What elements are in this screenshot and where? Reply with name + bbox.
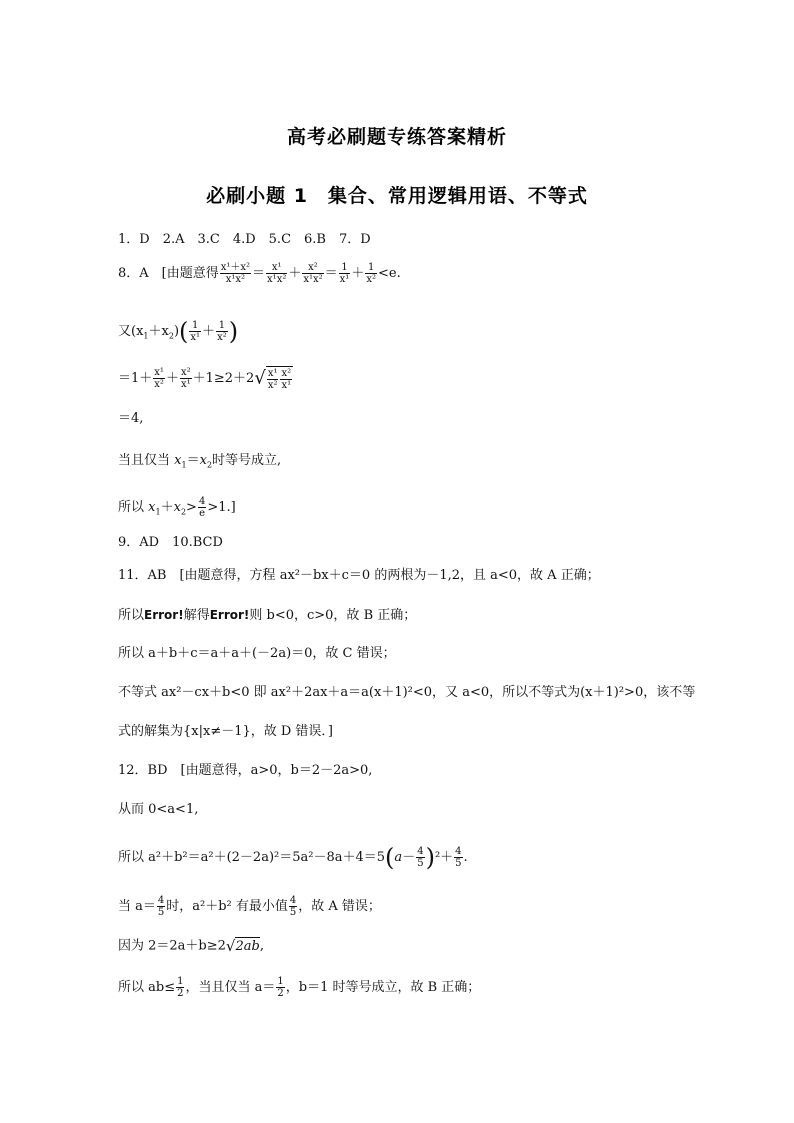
q12-l4-mid: 时，a²＋b² 有最小值 — [166, 899, 288, 914]
q12-line-2: 从而 0<a<1, — [118, 802, 199, 817]
fraction: $\frac{1}{\text{x²}}$ — [217, 320, 227, 343]
answers-1-7: 1．D 2.A 3.C 4.D 5.C 6.B 7．D — [118, 232, 371, 247]
q11-l2-a: 所以 — [118, 608, 145, 623]
q8-line-3: ＝1＋ $\frac{\text{x¹}}{\text{x²}}$ ＋ $\frac{\text{x²}}{\text{x¹}}$ ＋1≥2＋2√ $\frac{\text{x¹}}{\text{x²}}$ $\frac{\text{x²}}{\text{x¹}}$ — [118, 367, 292, 391]
q12-l6-mid: ，当且仅当 a＝ — [185, 980, 276, 995]
fraction: $\frac{1}{\text{x²}}$ — [366, 262, 376, 285]
q12-line-5 — [118, 937, 264, 955]
fraction: $\frac{1}{\text{x¹}}$ — [190, 320, 201, 343]
sqrt: √2ab — [225, 937, 260, 955]
q12-l6-lead: 所以 ab≤ — [118, 980, 176, 995]
document-title: 高考必刷题专练答案精析 — [286, 126, 507, 148]
section-title: 必刷小题 1 集合、常用逻辑用语、不等式 — [206, 185, 588, 207]
q11-l2-c: 则 b<0，c>0，故 B 正确； — [249, 608, 417, 623]
q12-l4-lead: 当 a＝ — [118, 899, 156, 914]
q8-line-4: ＝4, — [118, 411, 144, 426]
q8-line-5: 当且仅当 $x_1=x_2$时等号成立, — [118, 453, 282, 470]
q11-line-2 — [118, 607, 416, 624]
fraction: $\frac{\text{x¹}}{\text{x¹x²}}$ — [267, 262, 287, 285]
q12-line-6 — [118, 976, 480, 999]
q11-line-4: 不等式 ax²－cx＋b<0 即 ax²＋2ax＋a＝a(x＋1)²<0，又 a<0，所以不等式为(x＋1)²>0，该不等 — [118, 685, 696, 700]
fraction: $\frac{4}{5}$ — [417, 846, 424, 869]
q8-l1-tail: <e. — [378, 266, 401, 281]
q11-line-1: 11．AB [由题意得，方程 ax²－bx＋c＝0 的两根为－1,2，且 a<0，故 A 正确； — [118, 568, 600, 583]
fraction: $\frac{\text{x¹}}{\text{x²}}$ — [154, 367, 164, 390]
fraction: $\frac{4}{5}$ — [289, 895, 297, 918]
fraction: $\frac{\text{x¹＋x²}}{\text{x¹x²}}$ — [220, 262, 251, 285]
q12-l5-lead: 因为 2＝2a＋b≥2 — [118, 938, 226, 954]
q12-l4-tail: ，故 A 错误； — [298, 899, 381, 914]
q8-line-2: 又$(x_1+x_2)$( $\frac{1}{\text{x¹}}$ ＋ $\frac{1}{\text{x²}}$ ) — [118, 317, 239, 346]
q12-l5-tail: , — [259, 938, 264, 954]
fraction: $\frac{1}{2}$ — [177, 976, 184, 999]
fraction: $\frac{4}{5}$ — [455, 846, 462, 869]
fraction: $\frac{\text{x²}}{\text{x¹x²}}$ — [303, 262, 323, 285]
q12-l6-tail: ，b＝1 时等号成立，故 B 正确； — [285, 980, 481, 995]
q8-lead: 8．A [由题意得 — [118, 266, 219, 281]
q12-line-1: 12．BD [由题意得，a>0，b＝2－2a>0, — [118, 763, 373, 778]
q12-line-3: 所以 a²＋b²＝a²＋(2－2a)²＝5a²－8a＋4＝5(a－ $\frac{4}{5}$ )²＋ $\frac{4}{5}$ . — [118, 843, 468, 872]
q8-line-1: 8．A [由题意得 $\frac{\text{x¹＋x²}}{\text{x¹x²}}$ ＝ $\frac{\text{x¹}}{\text{x¹x²}}$ ＋ $\frac{\text{x²}}{\text{x¹x²}}$ ＝ $\frac{1}{\text{x¹}}$ ＋ $\frac{1}{\text{x²}}$ <e. — [118, 262, 401, 285]
sqrt: √ $\frac{\text{x¹}}{\text{x²}}$ $\frac{\text{x²}}{\text{x¹}}$ — [254, 367, 292, 391]
error-text: Error! — [209, 608, 250, 622]
q12-l3-lead: 所以 a²＋b²＝a²＋(2－2a)²＝5a²－8a＋4＝5 — [118, 850, 386, 865]
fraction: $\frac{4}{5}$ — [157, 895, 165, 918]
fraction: $\frac{1}{2}$ — [277, 976, 284, 999]
q11-line-3: 所以 a＋b＋c＝a＋a＋(－2a)＝0，故 C 错误； — [118, 646, 396, 661]
fraction: $\frac{\text{x²}}{\text{x¹}}$ — [180, 367, 191, 390]
fraction: $\frac{4}{e}$ — [198, 496, 206, 519]
error-text: Error! — [144, 608, 184, 622]
fraction: $\frac{1}{\text{x¹}}$ — [339, 262, 350, 285]
q11-l2-b: 解得 — [183, 608, 210, 623]
q8-line-6: 所以 $x_1+x_2>$ $\frac{4}{e}$ >1.] — [118, 496, 236, 519]
q12-line-4 — [118, 895, 381, 918]
q11-line-5: 式的解集为{x|x≠－1}，故 D 错误．] — [118, 724, 334, 739]
answers-9-10: 9．AD 10.BCD — [118, 535, 223, 550]
